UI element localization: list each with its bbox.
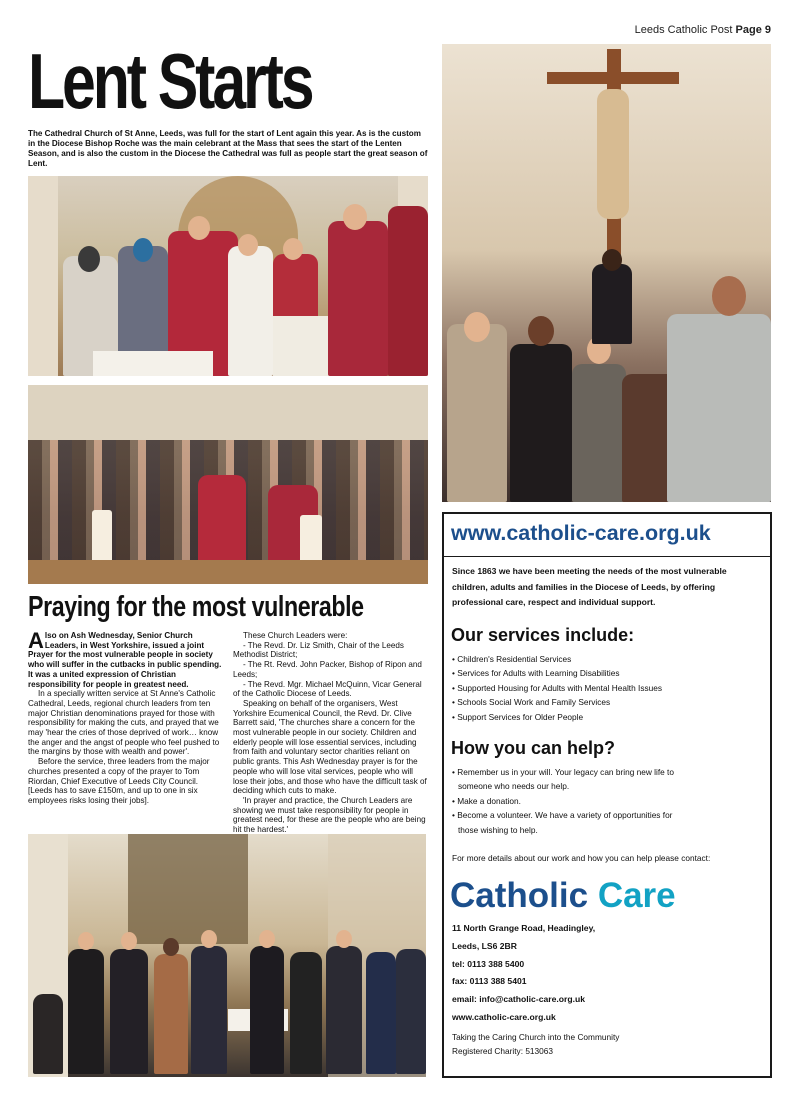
help-heading: How you can help? bbox=[451, 738, 616, 758]
publication-name: Leeds Catholic Post bbox=[634, 24, 733, 36]
email-link[interactable]: email: info@catholic-care.org.uk bbox=[452, 994, 586, 1005]
photo-church-leaders bbox=[28, 834, 426, 1077]
address-line-1: 11 North Grange Road, Headingley, bbox=[452, 923, 596, 933]
story-paragraph: Speaking on behalf of the organisers, West Yorkshire Ecumenical Council, the Revd. Dr. Clive Barrett said, 'The churches share a concern for the most vulnerable people in our society. Children and elderly people will lose essential services, including from faith and voluntary sector charities reliant on public grants. This Ash Wednesday prayer is for the people who will lose vital services, people who will lose their jobs, and those who have the difficult task of deciding which cuts to make. bbox=[233, 698, 427, 796]
photo-congregation bbox=[28, 385, 428, 584]
fax: fax: 0113 388 5401 bbox=[452, 976, 527, 987]
list-item: those wishing to help. bbox=[458, 824, 538, 835]
services-heading: Our services include: bbox=[451, 625, 635, 645]
charity-number: Registered Charity: 513063 bbox=[452, 1046, 554, 1057]
story-paragraph: - The Revd. Mgr. Michael McQuinn, Vicar General of the Catholic Diocese of Leeds. bbox=[233, 679, 422, 699]
advert-footer bbox=[452, 1030, 619, 1058]
page-number: Page 9 bbox=[735, 24, 771, 36]
list-item: • Make a donation. bbox=[452, 794, 764, 808]
telephone: tel: 0113 388 5400 bbox=[452, 958, 525, 969]
article-title: Lent Starts bbox=[28, 37, 312, 125]
page-header bbox=[635, 24, 771, 36]
story-lead-paragraph: Also on Ash Wednesday, Senior Church Leaders, in West Yorkshire, issued a joint Prayer for the most vulnerable people in society who will suffer in the cutbacks in public spending. It was a united expression of Christian responsibility for people in greatest need. bbox=[28, 628, 222, 689]
story-paragraph: These Church Leaders were: bbox=[243, 631, 348, 640]
list-item: • Become a volunteer. We have a variety of opportunities for bbox=[452, 808, 764, 822]
drop-cap: A bbox=[28, 628, 44, 653]
list-item: • Remember us in your will. Your legacy can bring new life to bbox=[452, 765, 764, 779]
website-link[interactable]: www.catholic-care.org.uk bbox=[452, 1011, 556, 1022]
list-item: • Support Services for Older People bbox=[452, 710, 764, 724]
services-list bbox=[452, 652, 764, 724]
tagline: Taking the Caring Church into the Community bbox=[452, 1032, 620, 1042]
list-item: • Supported Housing for Adults with Mental Health Issues bbox=[452, 681, 764, 695]
story-paragraph: In a specially written service at St Anne's Catholic Cathedral, Leeds, regional church leaders from ten major Christian denominations prayed for those with responsibility for making the cuts, and prayed that we may 'hear the cries of those deprived of work… know the anger and the angst of people who feel pushed to the margins by those with wealth and power'. bbox=[28, 689, 220, 757]
story-title: Praying for the most vulnerable bbox=[28, 591, 364, 623]
catholic-care-advert bbox=[442, 512, 772, 1078]
catholic-care-logo bbox=[450, 876, 676, 916]
list-item: • Children's Residential Services bbox=[452, 652, 764, 666]
address-line-2: Leeds, LS6 2BR bbox=[452, 940, 517, 951]
list-item: • Services for Adults with Learning Disabilities bbox=[452, 666, 764, 680]
logo-word-care: Care bbox=[597, 876, 676, 915]
photo-ash-wednesday-altar bbox=[28, 176, 428, 376]
logo-word-catholic: Catholic bbox=[450, 876, 589, 915]
story-paragraph: Before the service, three leaders from the major churches presented a copy of the prayer to Tom Riordan, Chief Executive of Leeds City Council. [Leeds has to save £150m, and up to one in six employees risks losing their jobs]. bbox=[28, 757, 210, 805]
advert-url-heading[interactable]: www.catholic-care.org.uk bbox=[451, 521, 711, 545]
list-item: • Schools Social Work and Family Services bbox=[452, 695, 764, 709]
advert-blurb: Since 1863 we have been meeting the needs of the most vulnerable children, adults and families in the Diocese of Leeds, by offering professional care, respect and individual support. bbox=[452, 566, 727, 607]
contact-note: For more details about our work and how you can help please contact: bbox=[452, 853, 711, 863]
story-paragraph: - The Rt. Revd. John Packer, Bishop of Ripon and Leeds; bbox=[233, 660, 422, 679]
advert-divider bbox=[444, 556, 770, 557]
story-paragraph: 'In prayer and practice, the Church Leaders are showing we must take responsibility for people in greatest need, for these are the people who are being hit the hardest.' bbox=[233, 795, 426, 835]
photo-crucifix-queue bbox=[442, 44, 771, 502]
help-list bbox=[452, 765, 764, 837]
story-column-2 bbox=[233, 631, 430, 835]
article-intro: The Cathedral Church of St Anne, Leeds, was full for the start of Lent again this year. As is the custom in the Diocese Bishop Roche was the main celebrant at the Mass that sees the start of the Lenten Season, and is also the custom in the Diocese the Cathedral was full as people start the great season of Lent. bbox=[28, 129, 428, 168]
list-item: someone who needs our help. bbox=[458, 781, 570, 792]
story-paragraph: - The Revd. Dr. Liz Smith, Chair of the Leeds Methodist District; bbox=[233, 640, 404, 660]
contact-details bbox=[452, 920, 595, 1027]
story-column-1 bbox=[28, 628, 224, 806]
